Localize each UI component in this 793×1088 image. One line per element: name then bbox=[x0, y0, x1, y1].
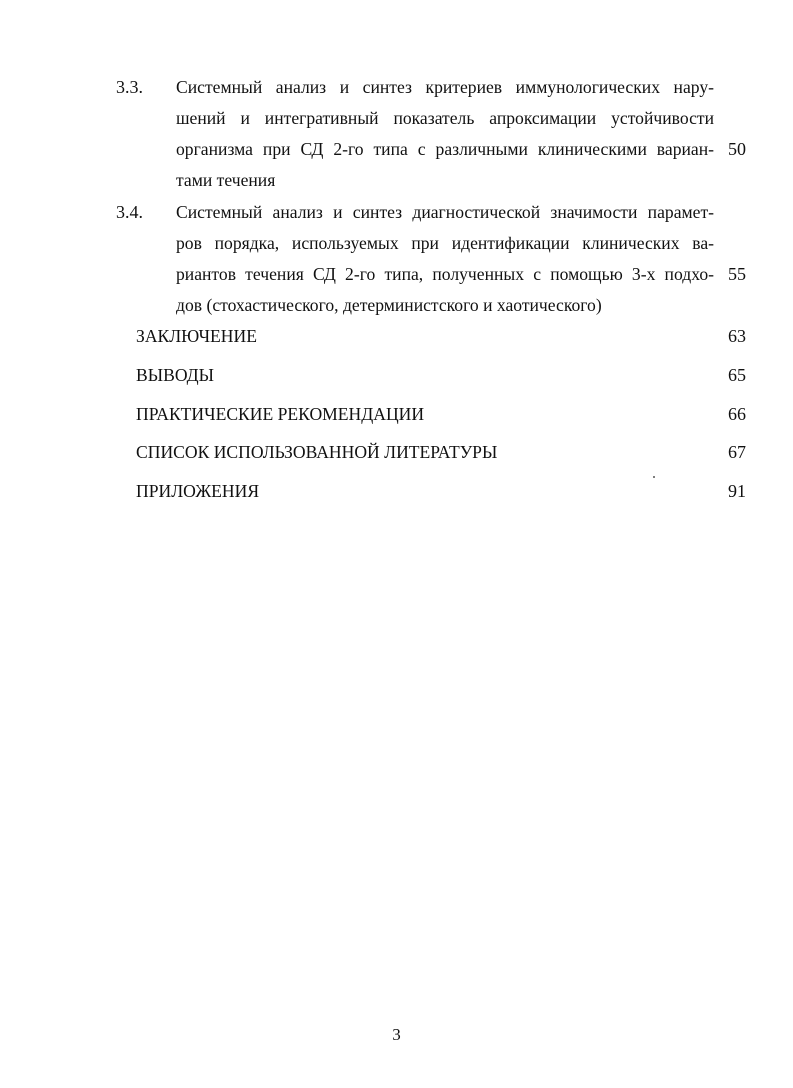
toc-entry-page-number: 55 bbox=[728, 264, 746, 284]
toc-section-page-number: 63 bbox=[728, 326, 746, 346]
toc-section-conclusion bbox=[136, 321, 746, 352]
toc-section-title: ВЫВОДЫ bbox=[136, 365, 214, 385]
toc-entry-line: организма при СД 2-го типа с различными клиническими вариан- bbox=[176, 139, 714, 159]
toc-section-recommendations bbox=[136, 399, 746, 430]
toc-entry-number: 3.3. bbox=[116, 77, 143, 97]
toc-entry-page-number: 50 bbox=[728, 139, 746, 159]
toc-section-page-number: 65 bbox=[728, 365, 746, 385]
toc-entry-number: 3.4. bbox=[116, 202, 143, 222]
toc-section-page-number: 91 bbox=[728, 481, 746, 501]
toc-section-page-number: 67 bbox=[728, 442, 746, 462]
toc-entry-line: ров порядка, используемых при идентификации клинических ва- bbox=[176, 233, 714, 253]
toc-entry-line: шений и интегративный показатель апроксимации устойчивости bbox=[176, 108, 714, 128]
toc-section-title: ПРАКТИЧЕСКИЕ РЕКОМЕНДАЦИИ bbox=[136, 404, 425, 424]
toc-section-findings bbox=[136, 360, 746, 391]
toc-entry-3-3 bbox=[116, 72, 746, 196]
toc-section-title: СПИСОК ИСПОЛЬЗОВАННОЙ ЛИТЕРАТУРЫ bbox=[136, 442, 498, 462]
toc-entry-title bbox=[176, 197, 714, 321]
toc-section-appendices bbox=[136, 476, 746, 507]
toc-entry-3-4 bbox=[116, 197, 746, 321]
toc-section-title: ПРИЛОЖЕНИЯ bbox=[136, 481, 260, 501]
scan-speck bbox=[653, 476, 655, 478]
page-number: 3 bbox=[392, 1025, 401, 1044]
toc-entry-line: дов (стохастического, детерминистского и хаотического) bbox=[176, 295, 602, 315]
toc-entry-line: тами течения bbox=[176, 170, 276, 190]
toc-entry-line: Системный анализ и синтез критериев иммунологических нару- bbox=[176, 77, 714, 97]
toc-section-page-number: 66 bbox=[728, 404, 746, 424]
toc-section-title: ЗАКЛЮЧЕНИЕ bbox=[136, 326, 257, 346]
toc-section-references bbox=[136, 437, 746, 468]
toc-entry-title bbox=[176, 72, 714, 196]
toc-entry-line: Системный анализ и синтез диагностической значимости парамет- bbox=[176, 202, 714, 222]
toc-entry-line: риантов течения СД 2-го типа, полученных с помощью 3-х подхо- bbox=[176, 264, 714, 284]
